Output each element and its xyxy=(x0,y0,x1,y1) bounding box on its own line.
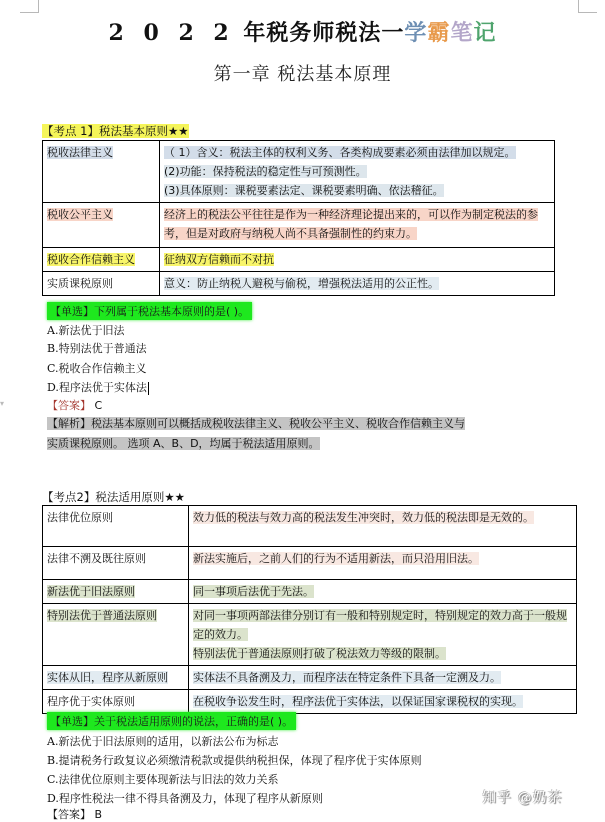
question2-answer: 【答案】 B xyxy=(47,808,103,821)
title-char-2: 霸 xyxy=(427,20,451,46)
table-row xyxy=(43,690,577,714)
principle-cell: 特别法优于普通法原则 xyxy=(43,604,189,666)
question2-option-c: C.法律优位原则主要体现新法与旧法的效力关系 xyxy=(47,773,279,786)
question1-option-a: A.新法优于旧法 xyxy=(47,324,125,337)
table-row xyxy=(43,141,555,203)
document-title xyxy=(0,16,605,47)
page-corner-mark-right xyxy=(578,0,597,13)
principle-cell: 税收法律主义 xyxy=(43,141,160,203)
description-cell: 效力低的税法与效力高的税法发生冲突时，效力低的税法即是无效的。 xyxy=(189,506,577,547)
description-cell: 新法实施后，之前人们的行为不适用新法，而只沿用旧法。 xyxy=(189,547,577,580)
table-row xyxy=(43,272,555,296)
title-char-3: 笔 xyxy=(450,20,474,46)
question2-option-d: D.程序性税法一律不得具备溯及力，体现了程序从新原则 xyxy=(47,792,323,805)
chapter-title: 第一章 税法基本原理 xyxy=(213,64,392,85)
description-cell: 对同一事项两部法律分别订有一般和特别规定时，特别规定的效力高于一般规定的效力。 特别法优于普通法原则打破了税法效力等级的限制。 xyxy=(189,604,577,666)
question1-stem: 【单选】下列属于税法基本原则的是( )。 xyxy=(47,302,252,320)
question1-option-d[interactable]: D.程序法优于实体法 xyxy=(47,381,147,394)
section1-table xyxy=(42,140,555,296)
ruler-marker-icon: ▾ xyxy=(0,399,5,408)
principle-cell: 程序优于实体原则 xyxy=(43,690,189,714)
principle-cell: 法律不溯及既往原则 xyxy=(43,547,189,580)
description-cell: 实体法不具备溯及力，而程序法在特定条件下具备一定溯及力。 xyxy=(189,666,577,690)
section2-heading: 【考点2】税法适用原则★★ xyxy=(42,490,185,504)
principle-cell: 税收合作信赖主义 xyxy=(43,248,160,272)
description-cell: 经济上的税法公平往往是作为一种经济理论提出来的，可以作为制定税法的参考，但是对政府与纳税人尚不具备强制性的约束力。 xyxy=(160,203,555,248)
principle-cell: 税收公平主义 xyxy=(43,203,160,248)
question2-option-b: B.提请税务行政复议必须缴清税款或提供纳税担保，体现了程序优于实体原则 xyxy=(47,754,422,767)
question1-analysis: 【解析】税法基本原则可以概括成税收法律主义、税收公平主义、税收合作信赖主义与 实质课税原则。 选项 A、B、D，均属于税法适用原则。 xyxy=(47,417,465,450)
title-char-1: 学 xyxy=(404,20,428,46)
table-row xyxy=(43,604,577,666)
title-main: 年税务师税法一 xyxy=(243,20,405,46)
description-cell: 征纳双方信赖而不对抗 xyxy=(160,248,555,272)
question1-answer: 【答案】 C xyxy=(47,399,103,412)
description-cell: 同一事项后法优于先法。 xyxy=(189,580,577,604)
question1-option-c: C.税收合作信赖主义 xyxy=(47,362,147,375)
principle-cell: 新法优于旧法原则 xyxy=(43,580,189,604)
question1-option-b: B.特别法优于普通法 xyxy=(47,342,147,355)
watermark: 知乎 @奶茶 xyxy=(482,790,563,806)
table-row xyxy=(43,666,577,690)
description-cell: 意义：防止纳税人避税与偷税，增强税法适用的公正性。 xyxy=(160,272,555,296)
title-char-4: 记 xyxy=(473,20,497,46)
principle-cell: 实质课税原则 xyxy=(43,272,160,296)
title-year: 2 0 2 2 xyxy=(108,20,235,46)
section2-table xyxy=(42,505,577,714)
principle-cell: 法律优位原则 xyxy=(43,506,189,547)
principle-cell: 实体从旧，程序从新原则 xyxy=(43,666,189,690)
section1-heading: 【考点 1】税法基本原则★★ xyxy=(42,124,189,138)
page-corner-mark-left xyxy=(20,0,39,13)
description-cell: （ 1）含义：税法主体的权利义务、各类构成要素必须由法律加以规定。 (2)功能：保持税法的稳定性与可预测性。 (3)具体原则：课税要素法定、课税要素明确、依法稽征。 xyxy=(160,141,555,203)
table-row xyxy=(43,547,577,580)
table-row xyxy=(43,580,577,604)
table-row xyxy=(43,506,577,547)
question2-option-a: A.新法优于旧法原则的适用，以新法公布为标志 xyxy=(47,735,279,748)
table-row xyxy=(43,248,555,272)
description-cell: 在税收争讼发生时，程序法优于实体法，以保证国家课税权的实现。 xyxy=(189,690,577,714)
table-row xyxy=(43,203,555,248)
question2-stem: 【单选】关于税法适用原则的说法，正确的是( )。 xyxy=(47,712,296,730)
text-cursor xyxy=(148,382,149,395)
